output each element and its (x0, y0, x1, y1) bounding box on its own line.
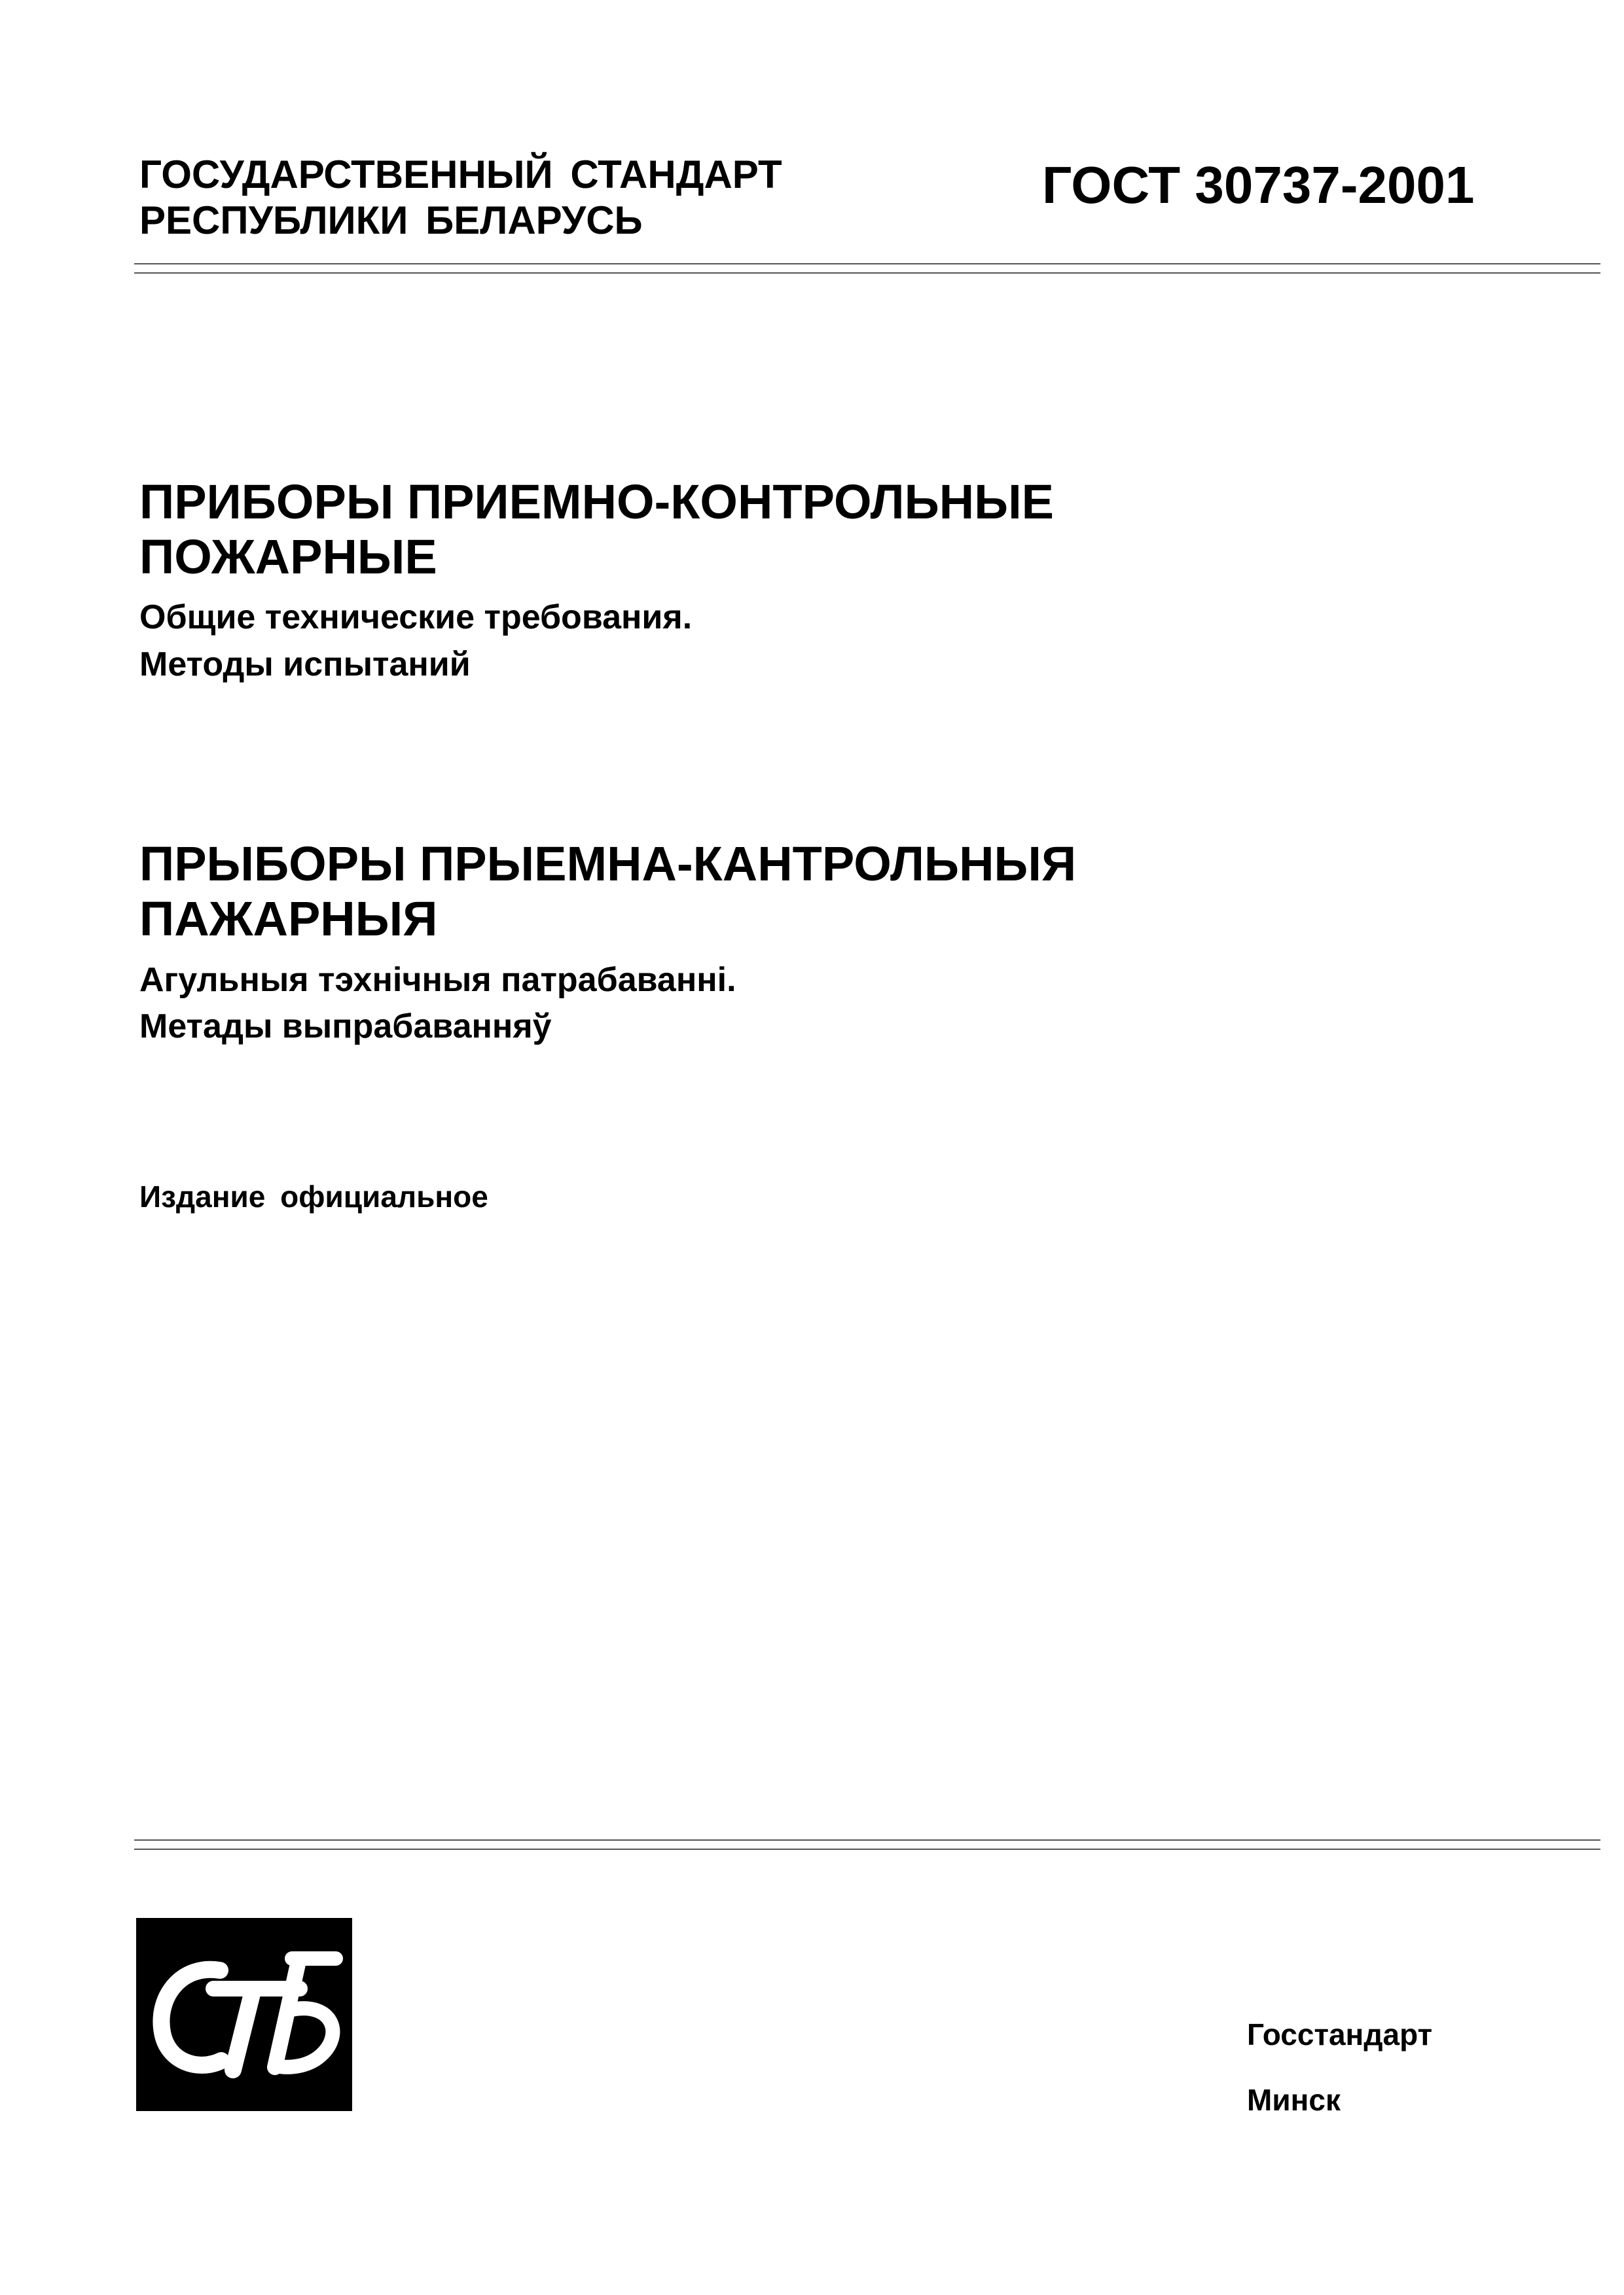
publisher-name: Госстандарт (1247, 2017, 1433, 2051)
publisher-city: Минск (1247, 2083, 1341, 2117)
standard-code: ГОСТ 30737-2001 (1042, 156, 1475, 214)
edition-label: Издание официальное (139, 1180, 488, 1214)
russian-subtitle-line-1: Общие технические требования. (139, 598, 693, 636)
bottom-divider (134, 1839, 1600, 1851)
header-organization (139, 152, 782, 244)
russian-subtitle-line-2: Методы испытаний (139, 645, 471, 683)
belarusian-title-line-1: ПРЫБОРЫ ПРЫЕМНА-КАНТРОЛЬНЫЯ (139, 837, 1077, 891)
header-org-line-1: ГОСУДАРСТВЕННЫЙ СТАНДАРТ (139, 153, 782, 196)
belarusian-subtitle-line-1: Агульныя тэхнічныя патрабаванні. (139, 961, 736, 999)
top-divider (134, 263, 1600, 275)
russian-title-line-1: ПРИБОРЫ ПРИЕМНО-КОНТРОЛЬНЫЕ (139, 475, 1055, 529)
russian-title-line-2: ПОЖАРНЫЕ (139, 530, 437, 584)
stb-logo-icon (136, 1918, 352, 2111)
belarusian-title-line-2: ПАЖАРНЫЯ (139, 892, 438, 946)
header-org-line-2: РЕСПУБЛИКИ БЕЛАРУСЬ (139, 198, 643, 242)
belarusian-subtitle-line-2: Метады выпрабаванняў (139, 1007, 552, 1045)
